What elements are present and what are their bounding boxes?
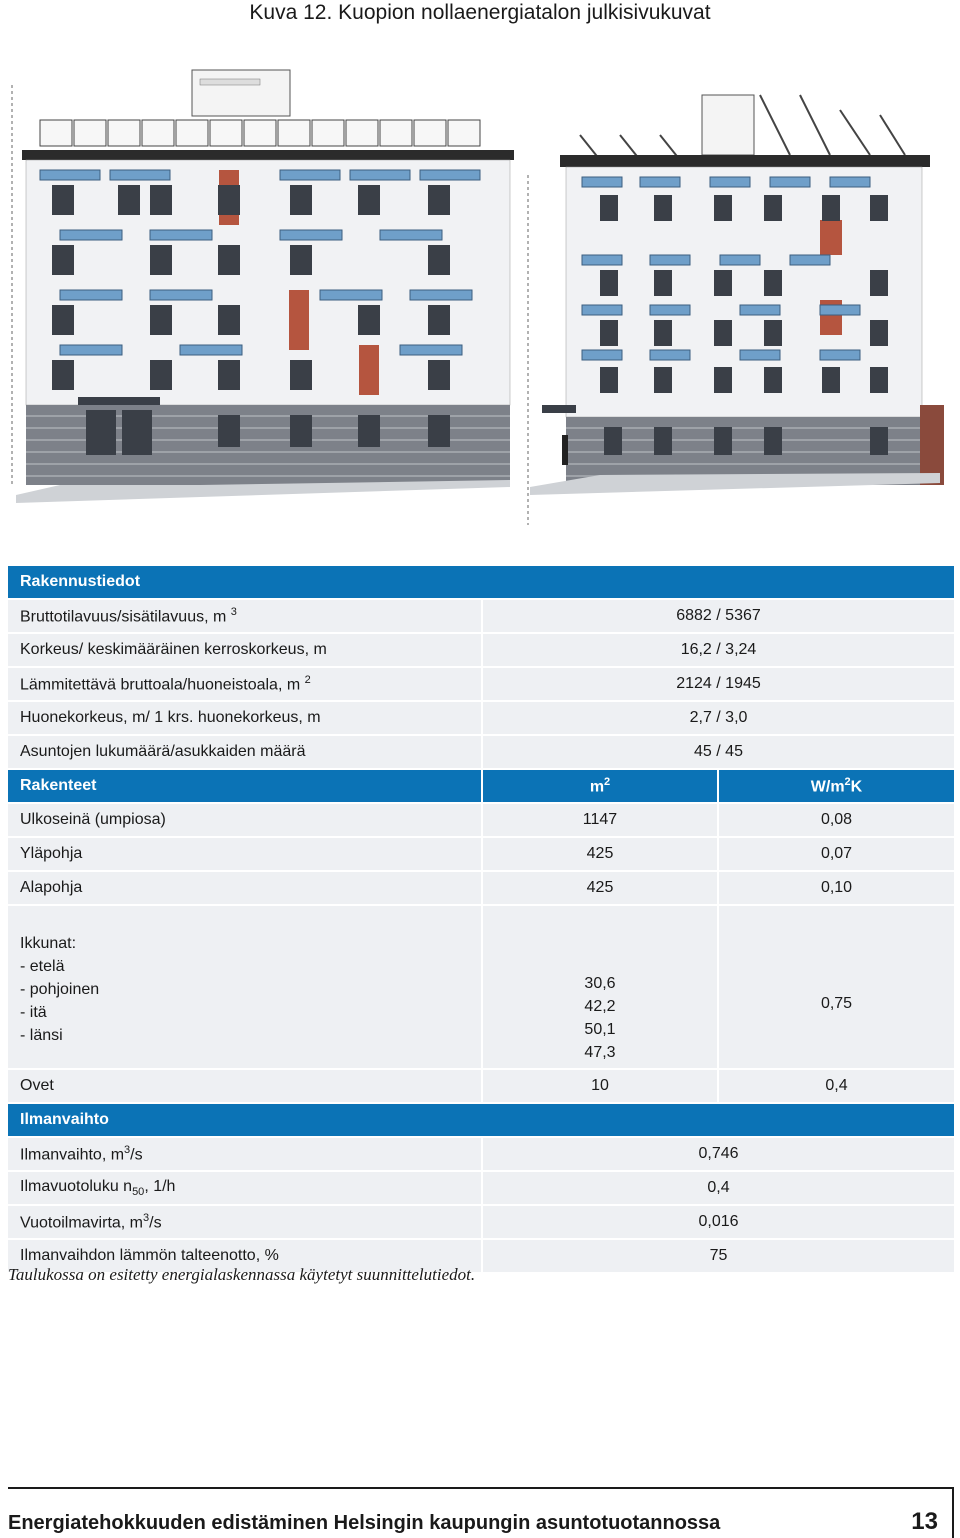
footer-title: Energiatehokkuuden edistäminen Helsingin kaupungin asuntotuotannossa [8, 1512, 721, 1534]
row-value: 2124 / 1945 [482, 667, 954, 701]
u-value: 0,75 [718, 905, 954, 1069]
row-value: 6882 / 5367 [482, 599, 954, 633]
row-label: Yläpohja [8, 837, 482, 871]
window-direction: - länsi [20, 1026, 63, 1044]
footer-vertical-divider [952, 1487, 954, 1538]
facade-north-drawing [528, 95, 944, 525]
row-label: Ilmavuotoluku $n_{50}$, 1/h [8, 1171, 482, 1205]
area-value: 1147 [482, 803, 718, 837]
table-row [8, 1171, 954, 1205]
table-row [8, 701, 954, 735]
table-row [8, 871, 954, 905]
table-row [8, 1069, 954, 1103]
column-header-u-value: $W/m^2K$ [718, 769, 954, 803]
table-row [8, 1137, 954, 1171]
page-number: 13 [911, 1508, 938, 1535]
row-value: 45 / 45 [482, 735, 954, 769]
u-value: 0,4 [718, 1069, 954, 1103]
area-value: 47,3 [584, 1044, 616, 1061]
row-value: 75 [482, 1239, 954, 1273]
table-row-windows [8, 905, 954, 1069]
section-title: Rakennustiedot [8, 566, 954, 599]
windows-area-cell [482, 905, 718, 1069]
row-label: Lämmitettävä bruttoala/huoneistoala, m $^2$ [8, 667, 482, 701]
row-label: Ilmanvaihdon lämmön talteenotto, % [8, 1239, 482, 1273]
row-label: Ulkoseinä (umpiosa) [8, 803, 482, 837]
section-title: Ilmanvaihto [8, 1103, 954, 1137]
facade-south-drawing [12, 70, 514, 503]
row-label: Alapohja [8, 871, 482, 905]
row-label: Ilmanvaihto, $m^3/s$ [8, 1137, 482, 1171]
facade-drawings [0, 55, 960, 535]
table-row [8, 667, 954, 701]
table-row [8, 633, 954, 667]
section-header-structures [8, 769, 954, 803]
u-value: 0,08 [718, 803, 954, 837]
area-value: 425 [482, 837, 718, 871]
section-header-building-info [8, 566, 954, 599]
column-header-area: $m^2$ [482, 769, 718, 803]
row-value: 0,746 [482, 1137, 954, 1171]
table-caption: Taulukossa on esitetty energialaskennassa käytetyt suunnittelutiedot. [8, 1265, 476, 1284]
u-value: 0,10 [718, 871, 954, 905]
table-row [8, 837, 954, 871]
area-value: 30,6 [584, 975, 616, 992]
row-label: Huonekorkeus, m/ 1 krs. huonekorkeus, m [8, 701, 482, 735]
area-value: 42,2 [584, 998, 616, 1015]
windows-label: Ikkunat: [20, 934, 77, 952]
window-direction: - etelä [20, 957, 65, 975]
window-direction: - pohjoinen [20, 980, 100, 998]
row-value: 0,016 [482, 1205, 954, 1239]
row-label: Bruttotilavuus/sisätilavuus, m $^3$ [8, 599, 482, 633]
row-value: 0,4 [482, 1171, 954, 1205]
footer-divider [8, 1487, 954, 1489]
table-row [8, 803, 954, 837]
figure-title: Kuva 12. Kuopion nollaenergiatalon julkisivukuvat [249, 1, 711, 24]
design-data-table [8, 566, 954, 1274]
section-title: Rakenteet [8, 769, 482, 803]
row-label: Vuotoilmavirta, $m^3/s$ [8, 1205, 482, 1239]
area-value: 50,1 [584, 1021, 616, 1038]
row-label: Korkeus/ keskimääräinen kerroskorkeus, m [8, 633, 482, 667]
area-value: 10 [482, 1069, 718, 1103]
row-label: Ovet [8, 1069, 482, 1103]
table-row [8, 735, 954, 769]
table-row [8, 599, 954, 633]
table-row [8, 1205, 954, 1239]
windows-label-cell [8, 905, 482, 1069]
window-direction: - itä [20, 1003, 47, 1021]
row-value: 16,2 / 3,24 [482, 633, 954, 667]
area-value: 425 [482, 871, 718, 905]
row-label: Asuntojen lukumäärä/asukkaiden määrä [8, 735, 482, 769]
row-value: 2,7 / 3,0 [482, 701, 954, 735]
section-header-ventilation [8, 1103, 954, 1137]
u-value: 0,07 [718, 837, 954, 871]
